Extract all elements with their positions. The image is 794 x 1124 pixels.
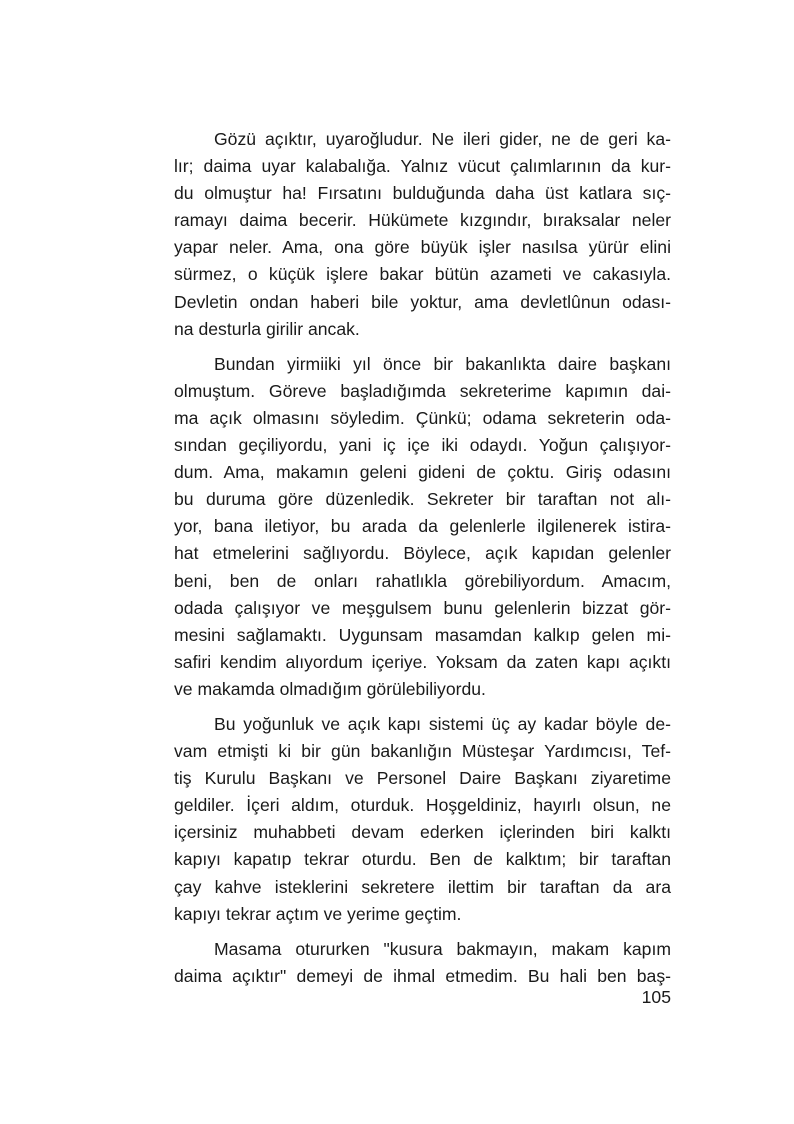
text-line: geldiler. İçeri aldım, oturduk. Hoşgeldiniz, hayırlı olsun, ne [174,795,671,816]
page-number: 105 [641,987,671,1007]
text-line: sından geçiliyordu, yani iç içe iki odaydı. Yoğun çalışıyor- [174,435,671,456]
text-line: Devletin ondan haberi bile yoktur, ama devletlûnun odası- [174,291,671,312]
text-line: vam etmişti ki bir gün bakanlığın Müsteşar Yardımcısı, Tef- [174,741,671,762]
body-text [174,126,671,998]
text-line: odada çalışıyor ve meşgulsem bunu gelenlerin bizzat gör- [174,597,671,618]
text-line: tiş Kurulu Başkanı ve Personel Daire Başkanı ziyaretime [174,768,671,789]
text-line: du olmuştur ha! Fırsatını bulduğunda daha üst katlara sıç- [174,183,671,204]
text-line: dum. Ama, makamın geleni gideni de çoktu. Giriş odasını [174,462,671,483]
text-line: bu duruma göre düzenledik. Sekreter bir taraftan not alı- [174,489,671,510]
text-line: kapıyı tekrar açtım ve yerime geçtim. [174,903,462,924]
text-line: yapar neler. Ama, ona göre büyük işler nasılsa yürür elini [174,237,671,258]
text-line: hat etmelerini sağlıyordu. Böylece, açık kapıdan gelenler [174,543,671,564]
text-line: olmuştum. Göreve başladığımda sekreterime kapımın dai- [174,380,671,401]
text-line: içersiniz muhabbeti devam ederken içlerinden biri kalktı [174,822,671,843]
text-line: Masama otururken "kusura bakmayın, makam kapım [214,938,671,959]
text-line: kapıyı kapatıp tekrar oturdu. Ben de kalktım; bir taraftan [174,849,671,870]
text-line: sürmez, o küçük işlere bakar bütün azameti ve cakasıyla. [174,264,671,285]
text-line: safiri kendim alıyordum içeriye. Yoksam da zaten kapı açıktı [174,651,671,672]
text-line: Gözü açıktır, uyaroğludur. Ne ileri gider, ne de geri ka- [214,129,671,149]
text-line: beni, ben de onları rahatlıkla görebiliyordum. Amacım, [174,570,671,591]
paragraph-4 [174,936,671,990]
text-line: lır; daima uyar kalabalığa. Yalnız vücut çalımlarının da kur- [174,156,671,177]
text-line: çay kahve isteklerini sekretere ilettim bir taraftan da ara [174,876,671,897]
text-line: mesini sağlamaktı. Uygunsam masamdan kalkıp gelen mi- [174,624,671,645]
text-line: yor, bana iletiyor, bu arada da gelenlerle ilgilenerek istira- [174,516,671,537]
text-line: daima açıktır" demeyi de ihmal etmedim. Bu hali ben baş- [174,965,671,986]
text-line: ve makamda olmadığım görülebiliyordu. [174,678,486,699]
text-line: na desturla girilir ancak. [174,318,360,339]
text-line: Bu yoğunluk ve açık kapı sistemi üç ay kadar böyle de- [214,713,671,734]
text-line: Bundan yirmiiki yıl önce bir bakanlıkta daire başkanı [214,353,671,374]
paragraph-1 [174,126,671,343]
paragraph-2 [174,351,671,703]
text-line: ramayı daima becerir. Hükümete kızgındır, bıraksalar neler [174,210,671,231]
text-line: ma açık olmasını söyledim. Çünkü; odama sekreterin oda- [174,407,671,428]
paragraph-3 [174,711,671,928]
